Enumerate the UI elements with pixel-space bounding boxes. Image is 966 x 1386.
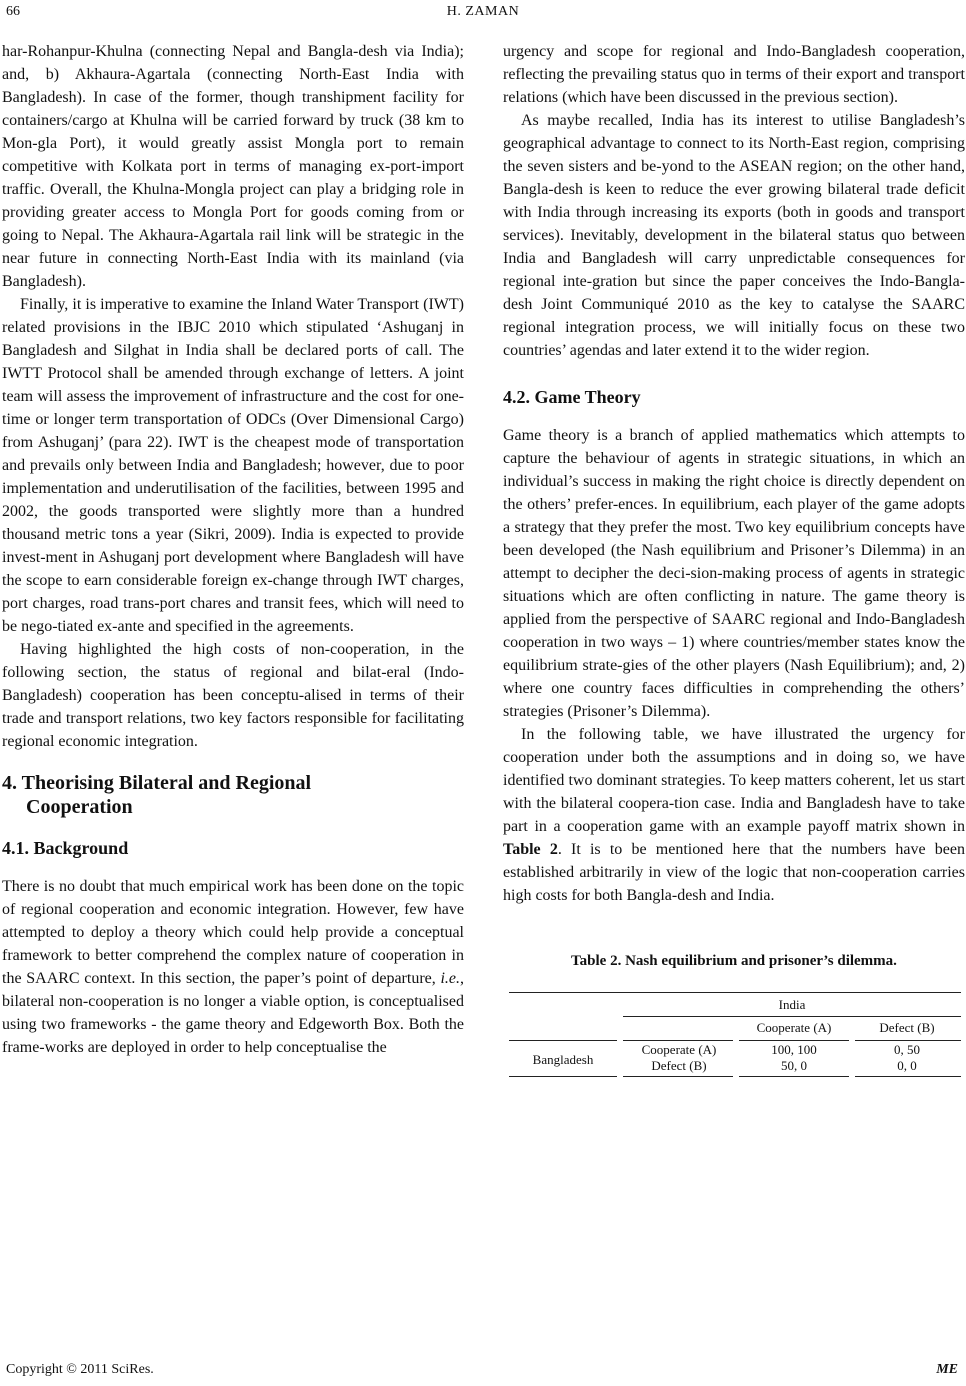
journal-abbreviation: ME	[936, 1362, 958, 1377]
table-bottom-rule	[623, 1076, 733, 1077]
header-rule	[623, 1040, 733, 1041]
right-column	[503, 40, 965, 1082]
running-head-author: H. ZAMAN	[446, 4, 520, 19]
left-column	[2, 40, 464, 1059]
page-number: 66	[6, 4, 20, 19]
table-bottom-rule	[855, 1076, 961, 1077]
row-strategy: Cooperate (A)	[641, 1042, 717, 1057]
subsection-heading: 4.1. Background	[2, 838, 129, 858]
table-bottom-rule	[739, 1076, 849, 1077]
table-reference: Table 2	[503, 841, 558, 858]
copyright-notice: Copyright © 2011 SciRes.	[6, 1362, 154, 1377]
column-strategy: Cooperate (A)	[756, 1020, 832, 1035]
paragraph: har-Rohanpur-Khulna (connecting Nepal and Bangla-desh via India); and, b) Akhaura-Agartala (connecting North-East India with Bangladesh). In case of the former, though transhipment facility for containers/cargo at Khulna will be carried forward by truck (38 km to Mon-gla Port), it would greatly assist Mongla port to remain competitive with Kolkata port in terms of managing ex-port-import traffic. Overall, the Khulna-Mongla project can play a bridging role in providing greater access to Mongla Port for goods coming from or going to Nepal. The Akhaura-Agartala rail link will be strategic in the near future in connecting North-East India with its mainland (via Bangladesh).	[2, 43, 464, 290]
header-rule	[623, 1016, 961, 1017]
paragraph: Game theory is a branch of applied mathematics which attempts to capture the behaviour of agents in strategic situations, in which an individual’s success in making the right choice is directly dependent on the others’ prefer-ences. In equilibrium, each player of the game adopts a strategy that they prefer the most. Two key equilibrium concepts have been developed (the Nash equilibrium and Prisoner’s Dilemma) in an attempt to decipher the deci-sion-making process of agents in strategic situations which are often conflicting in nature. The game theory is applied from the perspective of SAARC regional and Indo-Bangladesh cooperation in two ways – 1) where countries/member states know the equilibrium strate-gies of the other players (Nash Equilibrium); and, 2) where one country faces difficulties in comprehending the others’ strategies (Prisoner’s Dilemma).	[503, 427, 965, 720]
paragraph: urgency and scope for regional and Indo-Bangladesh cooperation, reflecting the prevailing status quo in terms of their export and transport relations (which have been discussed in the previous section).	[503, 43, 965, 106]
section-heading-line2: Cooperation	[26, 796, 133, 818]
payoff-cell: 0, 0	[897, 1058, 917, 1073]
table-bottom-rule	[509, 1076, 617, 1077]
paragraph: Having highlighted the high costs of non-cooperation, in the following section, the status of regional and bilat-eral (Indo-Bangladesh) cooperation has been conceptu-alised in terms of their trade and transport relations, two key factors responsible for facilitating regional economic integration.	[2, 641, 464, 750]
row-player-label: Bangladesh	[532, 1052, 594, 1067]
table-top-rule	[509, 992, 961, 993]
row-strategy: Defect (B)	[651, 1058, 707, 1073]
column-player-label: India	[778, 997, 806, 1012]
paragraph: In the following table, we have illustrated the urgency for cooperation under both the assumptions and in doing so, we have identified two dominant strategies. To keep matters coherent, let us start with the bilateral coopera-tion case. India and Bangladesh have to take part in a cooperation game with an example payoff matrix shown in Table 2. It is to be mentioned here that the numbers have been established arbitrarily in view of the logic that non-cooperation carries high costs for both Bangla-desh and India.	[503, 726, 966, 904]
header-rule	[855, 1040, 961, 1041]
table-caption: Table 2. Nash equilibrium and prisoner’s dilemma.	[571, 953, 897, 969]
paragraph: There is no doubt that much empirical work has been done on the topic of regional cooperation and economic integration. However, few have attempted to deploy a theory which could help provide a conceptual framework to better comprehend the complex nature of cooperation in the SAARC context. In this section, the paper’s point of departure, i.e., bilateral non-cooperation is no longer a viable option, is conceptualised using two frameworks - the game theory and Edgeworth Box. Both the frame-works are deployed in order to help conceptualise the	[2, 878, 464, 1056]
italic-text: i.e.	[440, 970, 460, 987]
header-rule	[509, 1040, 617, 1041]
payoff-cell: 50, 0	[781, 1058, 807, 1073]
paragraph: Finally, it is imperative to examine the Inland Water Transport (IWT) related provisions in the IBJC 2010 which stipulated ‘Ashuganj in Bangladesh and Silghat in India shall be declared ports of call. The IWTT Protocol shall be amended through exchange of letters. A joint team will assess the improvement of infrastructure and the cost for one-time or longer term transportation of ODCs (Over Dimensional Cargo) from Ashuganj’ (para 22). IWT is the cheapest mode of transportation and prevails only between India and Bangladesh; however, due to poor implementation and underutilisation of the facilities, between 1995 and 2002, the goods transported were slightly more than a hundred thousand metric tons a year (Sikri, 2009). India is expected to provide invest-ment in Ashuganj port development where Bangladesh will have the scope to earn considerable foreign ex-change through IWT charges, port charges, road trans-port chares and transit fees, which will need to be nego-tiated ex-ante and specified in the agreements.	[2, 296, 464, 635]
section-heading-line1: 4. Theorising Bilateral and Regional	[2, 772, 312, 794]
payoff-table	[503, 992, 963, 1082]
column-strategy: Defect (B)	[879, 1020, 935, 1035]
subsection-heading: 4.2. Game Theory	[503, 387, 641, 407]
header-rule	[739, 1040, 849, 1041]
payoff-cell: 100, 100	[771, 1042, 817, 1057]
payoff-cell: 0, 50	[894, 1042, 920, 1057]
section-heading	[2, 771, 464, 819]
paragraph: As maybe recalled, India has its interest to utilise Bangladesh’s geographical advantage to connect to its North-East region, comprising the seven sisters and be-yond to the ASEAN region; on the other hand, Bangla-desh is keen to reduce the ever growing bilateral trade deficit with India through increasing its exports (both in goods and transport services). Inevitably, development in the bilateral status quo between India and Bangladesh will carry unpredictable consequences for regional inte-gration but since the paper conceives the Indo-Bangla-desh Joint Communiqué 2010 as the key to catalyse the SAARC regional integration process, we will initially focus on these two countries’ agendas and later extend it to the wider region.	[503, 112, 965, 359]
